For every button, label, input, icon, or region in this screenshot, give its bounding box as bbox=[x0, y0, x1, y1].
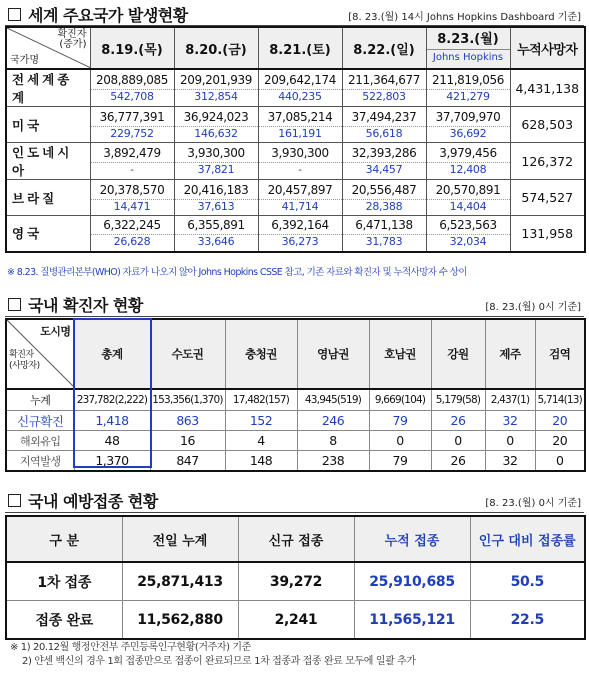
daily-increase: 28,388 bbox=[343, 199, 426, 213]
value-cell bbox=[426, 216, 510, 252]
cell-value: 25,910,685 bbox=[354, 562, 470, 601]
value-cell bbox=[426, 69, 510, 107]
country-name: 미국 bbox=[6, 107, 90, 143]
region-header: 강원 bbox=[431, 319, 485, 389]
daily-increase: - bbox=[91, 162, 174, 176]
row-label: 해외유입 bbox=[6, 431, 74, 451]
daily-increase: - bbox=[259, 162, 342, 176]
cell-value: 16 bbox=[150, 431, 225, 451]
value-cell bbox=[174, 180, 258, 216]
cell-value: 0 bbox=[431, 431, 485, 451]
cumulative-cases: 36,777,391 bbox=[99, 109, 165, 124]
daily-increase: 14,404 bbox=[427, 199, 510, 213]
date-header-latest-sub: Johns Hopkins bbox=[427, 49, 510, 65]
cumulative-cases: 20,556,487 bbox=[351, 182, 417, 197]
section3-rule bbox=[5, 512, 584, 513]
corner-cell bbox=[6, 27, 90, 69]
corner-top-label: 도시명 bbox=[40, 325, 71, 338]
row-label: 누계 bbox=[6, 389, 74, 411]
cell-value: 43,945(519) bbox=[297, 389, 369, 411]
cell-value: 26 bbox=[431, 411, 485, 431]
cumulative-cases: 209,201,939 bbox=[180, 73, 252, 87]
value-cell bbox=[258, 107, 342, 143]
stat-row bbox=[6, 411, 585, 431]
cumulative-cases: 37,494,237 bbox=[351, 109, 417, 124]
region-header: 제주 bbox=[485, 319, 535, 389]
cell-value: 0 bbox=[535, 451, 585, 472]
daily-increase: 14,471 bbox=[91, 199, 174, 213]
country-row bbox=[6, 69, 585, 107]
section2-title: 국내 확진자 현황 bbox=[28, 296, 143, 315]
date-header: 8.22.(일) bbox=[342, 27, 426, 69]
cumulative-cases: 3,930,300 bbox=[271, 146, 329, 160]
cumulative-deaths: 131,958 bbox=[510, 216, 585, 252]
daily-increase: 36,692 bbox=[427, 126, 510, 140]
daily-increase: 37,613 bbox=[175, 199, 258, 213]
header-category: 구 분 bbox=[6, 516, 122, 562]
region-header: 영남권 bbox=[297, 319, 369, 389]
section3-source: [8. 23.(월) 0시 기준] bbox=[485, 498, 581, 509]
value-cell bbox=[342, 143, 426, 180]
section3-header bbox=[0, 490, 589, 514]
daily-increase: 161,191 bbox=[259, 126, 342, 140]
daily-increase: 41,714 bbox=[259, 199, 342, 213]
value-cell bbox=[258, 180, 342, 216]
cumulative-cases: 20,378,570 bbox=[99, 182, 165, 197]
cell-value: 26 bbox=[431, 451, 485, 472]
cumulative-cases: 3,979,456 bbox=[439, 146, 497, 160]
cell-value: 5,714(13) bbox=[535, 389, 585, 411]
cumulative-cases: 20,457,897 bbox=[267, 182, 333, 197]
cell-value: 50.5 bbox=[470, 562, 585, 601]
cell-value: 2,241 bbox=[238, 601, 354, 640]
value-cell bbox=[342, 69, 426, 107]
value-cell bbox=[426, 107, 510, 143]
country-name: 전세계종계 bbox=[6, 69, 90, 107]
region-header: 충청권 bbox=[225, 319, 297, 389]
section1-note: ※ 8.23. 질병관리본부(WHO) 자료가 나오지 않아 Johns Hopkins CSSE 참고, 기존 자료와 확진자 및 누적사망자 수 상이 bbox=[7, 267, 467, 278]
cell-value: 238 bbox=[297, 451, 369, 472]
cumulative-cases: 211,819,056 bbox=[432, 73, 504, 87]
cumulative-cases: 20,570,891 bbox=[435, 182, 501, 197]
section2-header bbox=[0, 294, 589, 318]
country-name: 영국 bbox=[6, 216, 90, 252]
daily-increase: 146,632 bbox=[175, 126, 258, 140]
domestic-cases-table bbox=[5, 318, 586, 472]
section2-source: [8. 23.(월) 0시 기준] bbox=[485, 302, 581, 313]
cumulative-cases: 32,393,286 bbox=[351, 146, 417, 160]
cell-value: 152 bbox=[225, 411, 297, 431]
corner-top-label: 확진자 (증가) bbox=[57, 29, 87, 50]
daily-increase: 34,457 bbox=[343, 162, 426, 176]
cumulative-deaths: 4,431,138 bbox=[510, 69, 585, 107]
cell-value: 8 bbox=[297, 431, 369, 451]
header-cumulative: 누적 접종 bbox=[354, 516, 470, 562]
daily-increase: 37,821 bbox=[175, 162, 258, 176]
value-cell bbox=[90, 107, 174, 143]
country-row bbox=[6, 107, 585, 143]
daily-increase: 31,783 bbox=[343, 234, 426, 248]
cumulative-cases: 37,085,214 bbox=[267, 109, 333, 124]
daily-increase: 33,646 bbox=[175, 234, 258, 248]
daily-increase: 421,279 bbox=[427, 89, 510, 103]
corner-cell bbox=[6, 319, 74, 389]
date-header: 8.21.(토) bbox=[258, 27, 342, 69]
cell-value: 0 bbox=[369, 431, 431, 451]
cell-value: 237,782(2,222) bbox=[74, 389, 150, 411]
row-label: 지역발생 bbox=[6, 451, 74, 472]
value-cell bbox=[342, 107, 426, 143]
checkbox-square-icon bbox=[8, 8, 21, 21]
daily-increase: 12,408 bbox=[427, 162, 510, 176]
cumulative-deaths: 574,527 bbox=[510, 180, 585, 216]
value-cell bbox=[174, 216, 258, 252]
country-row bbox=[6, 143, 585, 180]
stat-row bbox=[6, 431, 585, 451]
cell-value: 5,179(58) bbox=[431, 389, 485, 411]
date-header-latest bbox=[426, 27, 510, 69]
country-row bbox=[6, 216, 585, 252]
cell-value: 20 bbox=[535, 411, 585, 431]
cumulative-deaths: 126,372 bbox=[510, 143, 585, 180]
cell-value: 11,562,880 bbox=[122, 601, 238, 640]
note-line: 2) 얀센 백신의 경우 1회 접종만으로 접종이 완료되므로 1차 접종과 접종 완료 모두에 일괄 추가 bbox=[22, 656, 416, 667]
cell-value: 79 bbox=[369, 451, 431, 472]
value-cell bbox=[90, 69, 174, 107]
row-label: 신규확진 bbox=[6, 411, 74, 431]
section1-source: [8. 23.(월) 14시 Johns Hopkins Dashboard 기준] bbox=[348, 12, 581, 23]
value-cell bbox=[90, 180, 174, 216]
region-header: 총계 bbox=[74, 319, 150, 389]
section3-notes bbox=[10, 641, 416, 669]
cell-value: 79 bbox=[369, 411, 431, 431]
cell-value: 863 bbox=[150, 411, 225, 431]
daily-increase: 56,618 bbox=[343, 126, 426, 140]
deaths-header: 누적사망자 bbox=[510, 27, 585, 69]
cell-value: 39,272 bbox=[238, 562, 354, 601]
header-rate: 인구 대비 접종률 bbox=[470, 516, 585, 562]
cumulative-cases: 6,392,164 bbox=[271, 218, 329, 233]
cell-value: 148 bbox=[225, 451, 297, 472]
cell-value: 153,356(1,370) bbox=[150, 389, 225, 411]
cumulative-cases: 208,889,085 bbox=[96, 73, 168, 87]
date-header: 8.20.(금) bbox=[174, 27, 258, 69]
corner-bottom-label: 국가명 bbox=[10, 55, 39, 66]
section1-title: 세계 주요국가 발생현황 bbox=[28, 6, 188, 25]
cell-value: 11,565,121 bbox=[354, 601, 470, 640]
value-cell bbox=[342, 180, 426, 216]
cell-value: 17,482(157) bbox=[225, 389, 297, 411]
cell-value: 20 bbox=[535, 431, 585, 451]
date-header: 8.19.(목) bbox=[90, 27, 174, 69]
cell-value: 847 bbox=[150, 451, 225, 472]
corner-bottom-label: 확진자 (사망자) bbox=[9, 350, 40, 371]
checkbox-square-icon bbox=[8, 494, 21, 507]
cell-value: 1,370 bbox=[74, 451, 150, 472]
cell-value: 9,669(104) bbox=[369, 389, 431, 411]
value-cell bbox=[342, 216, 426, 252]
value-cell bbox=[174, 107, 258, 143]
cumulative-cases: 20,416,183 bbox=[183, 182, 249, 197]
header-new: 신규 접종 bbox=[238, 516, 354, 562]
cell-value: 1,418 bbox=[74, 411, 150, 431]
cumulative-cases: 211,364,677 bbox=[348, 73, 420, 87]
date-header-latest-label: 8.23.(월) bbox=[437, 31, 499, 47]
cell-value: 0 bbox=[485, 431, 535, 451]
region-header: 검역 bbox=[535, 319, 585, 389]
daily-increase: 36,273 bbox=[259, 234, 342, 248]
cell-value: 4 bbox=[225, 431, 297, 451]
vaccination-table bbox=[5, 515, 586, 640]
row-label: 1차 접종 bbox=[6, 562, 122, 601]
daily-increase: 312,854 bbox=[175, 89, 258, 103]
checkbox-square-icon bbox=[8, 298, 21, 311]
cumulative-cases: 37,709,970 bbox=[435, 109, 501, 124]
daily-increase: 542,708 bbox=[91, 89, 174, 103]
region-header: 호남권 bbox=[369, 319, 431, 389]
daily-increase: 522,803 bbox=[343, 89, 426, 103]
cell-value: 22.5 bbox=[470, 601, 585, 640]
cumulative-cases: 3,930,300 bbox=[187, 146, 245, 160]
cell-value: 32 bbox=[485, 451, 535, 472]
section2-rule bbox=[5, 316, 584, 317]
value-cell bbox=[426, 143, 510, 180]
region-header: 수도권 bbox=[150, 319, 225, 389]
daily-increase: 229,752 bbox=[91, 126, 174, 140]
value-cell bbox=[426, 180, 510, 216]
cumulative-cases: 209,642,174 bbox=[264, 73, 336, 87]
value-cell bbox=[90, 216, 174, 252]
daily-increase: 440,235 bbox=[259, 89, 342, 103]
cumulative-cases: 6,523,563 bbox=[439, 218, 497, 233]
cumulative-cases: 6,471,138 bbox=[355, 218, 413, 233]
stat-row bbox=[6, 389, 585, 411]
cumulative-cases: 3,892,479 bbox=[103, 146, 161, 160]
world-status-table bbox=[5, 26, 586, 253]
cumulative-cases: 6,355,891 bbox=[187, 218, 245, 233]
row-label: 접종 완료 bbox=[6, 601, 122, 640]
daily-increase: 26,628 bbox=[91, 234, 174, 248]
value-cell bbox=[258, 69, 342, 107]
value-cell bbox=[258, 143, 342, 180]
cell-value: 2,437(1) bbox=[485, 389, 535, 411]
note-line: ※ 1) 20.12월 행정안전부 주민등록인구현황(거주자) 기준 bbox=[10, 642, 251, 653]
daily-increase: 32,034 bbox=[427, 234, 510, 248]
country-row bbox=[6, 180, 585, 216]
cumulative-deaths: 628,503 bbox=[510, 107, 585, 143]
header-prev-total: 전일 누계 bbox=[122, 516, 238, 562]
cell-value: 246 bbox=[297, 411, 369, 431]
cell-value: 25,871,413 bbox=[122, 562, 238, 601]
country-name: 브라질 bbox=[6, 180, 90, 216]
cumulative-cases: 36,924,023 bbox=[183, 109, 249, 124]
section3-title: 국내 예방접종 현황 bbox=[28, 492, 158, 511]
value-cell bbox=[174, 69, 258, 107]
value-cell bbox=[90, 143, 174, 180]
cell-value: 48 bbox=[74, 431, 150, 451]
cell-value: 32 bbox=[485, 411, 535, 431]
value-cell bbox=[258, 216, 342, 252]
stat-row bbox=[6, 451, 585, 472]
country-name: 인도네시아 bbox=[6, 143, 90, 180]
value-cell bbox=[174, 143, 258, 180]
cumulative-cases: 6,322,245 bbox=[103, 218, 161, 233]
